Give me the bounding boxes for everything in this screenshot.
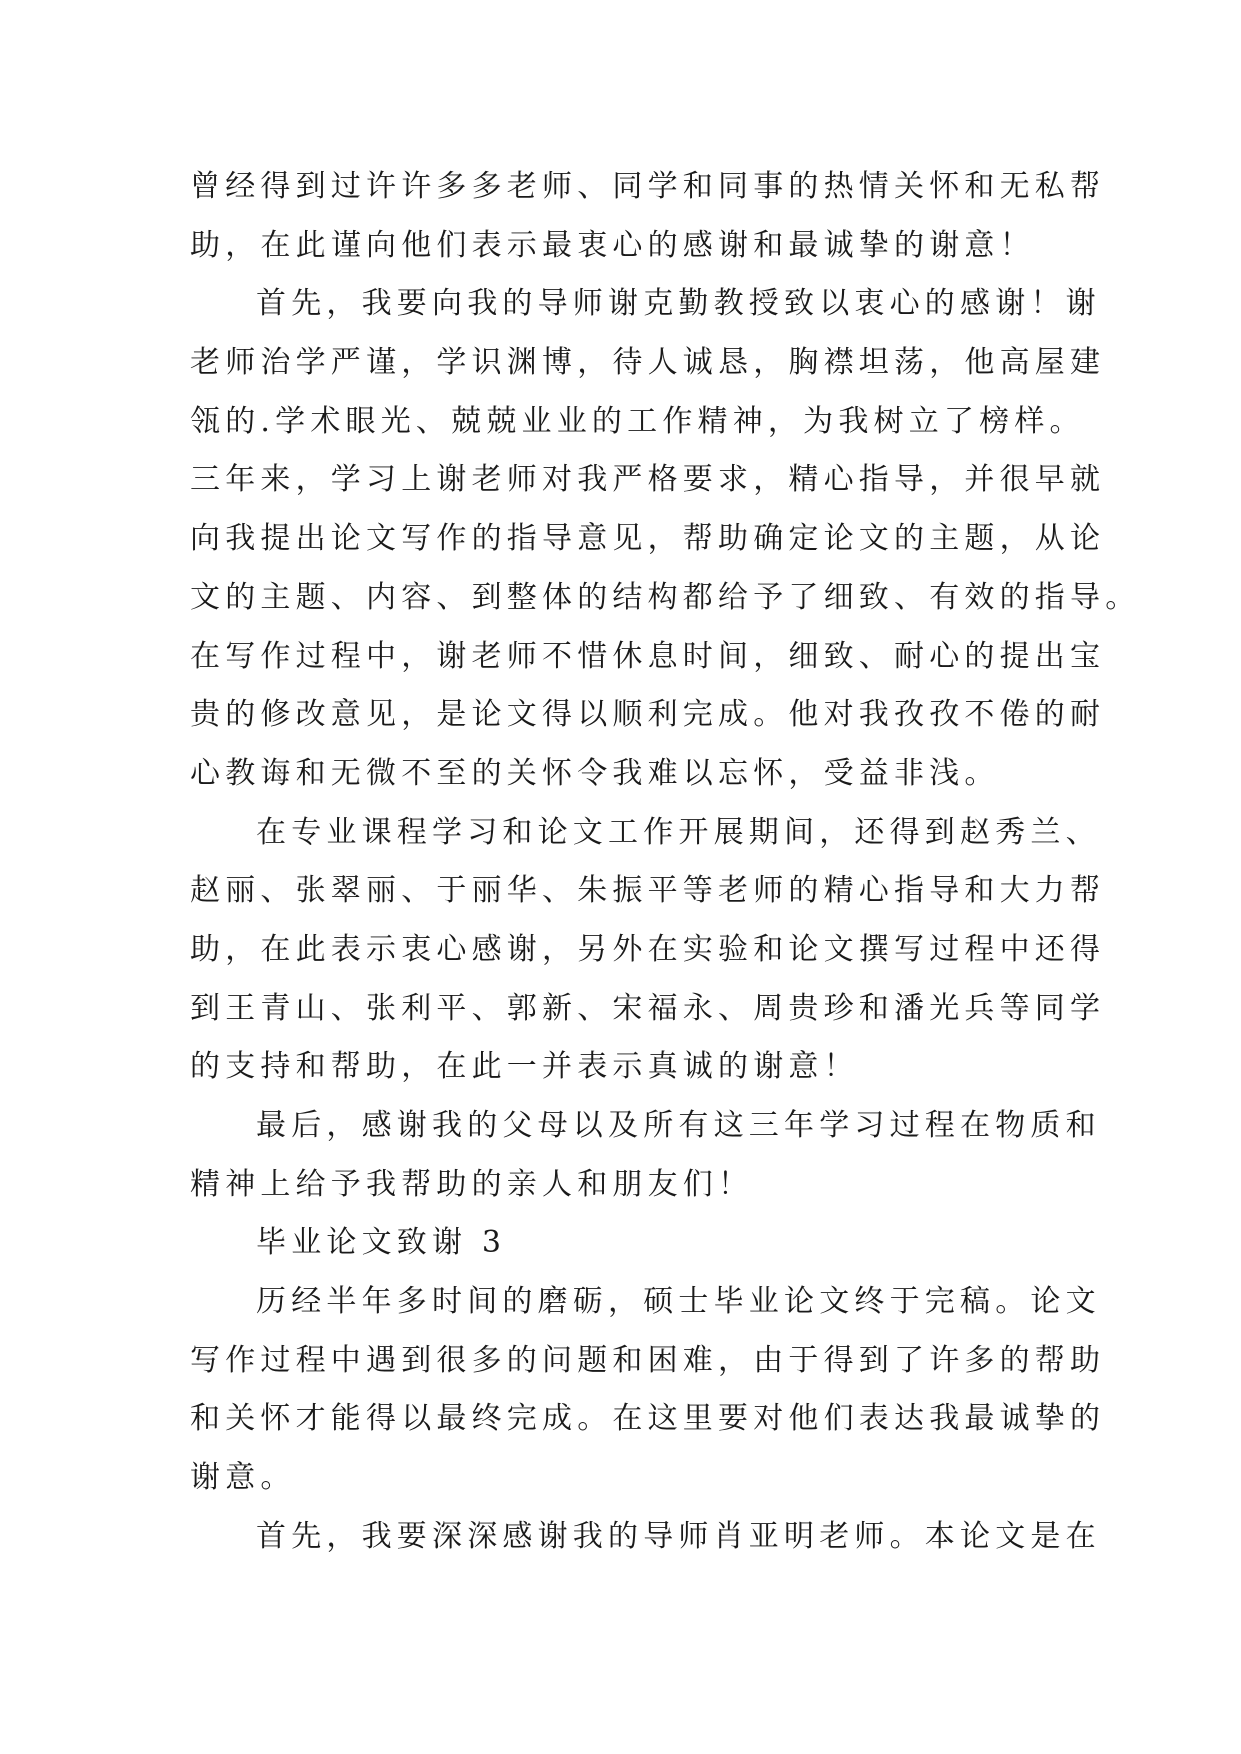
text-line: 文的主题、内容、到整体的结构都给予了细致、有效的指导。 [190,579,1141,615]
text-line: 写作过程中遇到很多的问题和困难，由于得到了许多的帮助 [190,1342,1106,1378]
text-line: 到王青山、张利平、郭新、宋福永、周贵珍和潘光兵等同学 [190,990,1106,1026]
text-line: 和关怀才能得以最终完成。在这里要对他们表达我最诚挚的 [190,1401,1106,1437]
text-line: 历经半年多时间的磨砺，硕士毕业论文终于完稿。论文 [256,1284,1101,1320]
text-line: 助，在此表示衷心感谢，另外在实验和论文撰写过程中还得 [190,931,1106,967]
text-line: 最后，感谢我的父母以及所有这三年学习过程在物质和 [256,1108,1101,1143]
text-line: 曾经得到过许许多多老师、同学和同事的热情关怀和无私帮 [190,169,1106,204]
text-line: 谢意。 [190,1460,296,1496]
text-line: 向我提出论文写作的指导意见，帮助确定论文的主题，从论 [190,521,1106,557]
body-text [190,158,1141,1567]
text-line: 赵丽、张翠丽、于丽华、朱振平等老师的精心指导和大力帮 [190,873,1106,909]
text-line: 心教诲和无微不至的关怀令我难以忘怀，受益非浅。 [190,755,1000,791]
text-line: 老师治学严谨，学识渊博，待人诚恳，胸襟坦荡，他高屋建 [190,345,1106,381]
text-line: 首先，我要深深感谢我的导师肖亚明老师。本论文是在 [256,1518,1101,1554]
text-line: 瓴的.学术眼光、兢兢业业的工作精神，为我树立了榜样。 [190,403,1085,439]
text-line: 贵的修改意见，是论文得以顺利完成。他对我孜孜不倦的耐 [190,697,1106,733]
text-line: 在专业课程学习和论文工作开展期间，还得到赵秀兰、 [256,814,1101,850]
text-line: 在写作过程中，谢老师不惜休息时间，细致、耐心的提出宝 [190,638,1106,674]
text-line: 三年来，学习上谢老师对我严格要求，精心指导，并很早就 [190,462,1106,498]
text-line: 精神上给予我帮助的亲人和朋友们！ [190,1166,754,1202]
text-line: 首先，我要向我的导师谢克勤教授致以衷心的感谢！谢 [256,286,1101,322]
text-line: 助，在此谨向他们表示最衷心的感谢和最诚挚的谢意！ [190,227,1035,263]
text-line: 毕业论文致谢 3 [256,1225,507,1261]
text-line: 的支持和帮助，在此一并表示真诚的谢意！ [190,1049,859,1085]
